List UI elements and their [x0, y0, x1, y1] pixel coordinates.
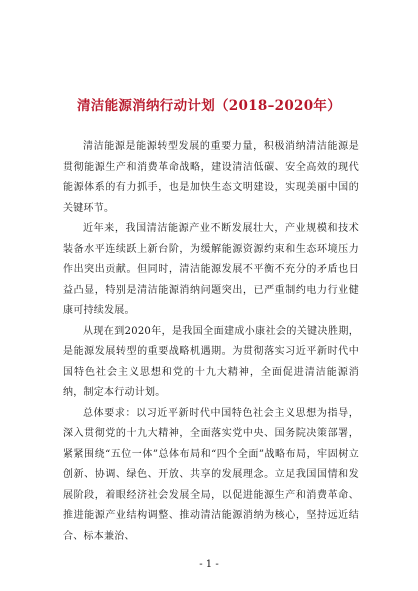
- paragraph-1: 清洁能源是能源转型发展的重要力量，积极消纳清洁能源是贯彻能源生产和消费革命战略，建设清洁低碳、安全高效的现代能源体系的有力抓手，也是加快生态文明建设，实现美丽中国的关键环节。: [63, 141, 359, 214]
- document-body: [63, 137, 359, 547]
- paragraph-3: 从现在到2020年，是我国全面建成小康社会的关键决胜期，是能源发展转型的重要战略机遇期。为贯彻落实习近平新时代中国特色社会主义思想和党的十九大精神，全面促进清洁能源消纳，制定本行动计划。: [63, 325, 359, 398]
- paragraph-2: 近年来，我国清洁能源产业不断发展壮大，产业规模和技术装备水平连续跃上新台阶，为缓解能源资源约束和生态环境压力作出突出贡献。但同时，清洁能源发展不平衡不充分的矛盾也日益凸显，特别是清洁能源消纳问题突出，已严重制约电力行业健康可持续发展。: [63, 223, 359, 316]
- paragraph-4: 总体要求：以习近平新时代中国特色社会主义思想为指导，深入贯彻党的十九大精神，全面落实党中央、国务院决策部署，紧紧围绕“五位一体”总体布局和“四个全面”战略布局，牢固树立创新、协调、绿色、开放、共享的发展理念。立足我国国情和发展阶段，着眼经济社会发展全局，以促进能源生产和消费革命、推进能源产业结构调整、推动清洁能源消纳为核心，坚持远近结合、标本兼治、: [63, 407, 359, 542]
- document-title: 清洁能源消纳行动计划（2018–2020年）: [77, 98, 341, 114]
- page-number: - 1 -: [199, 559, 219, 570]
